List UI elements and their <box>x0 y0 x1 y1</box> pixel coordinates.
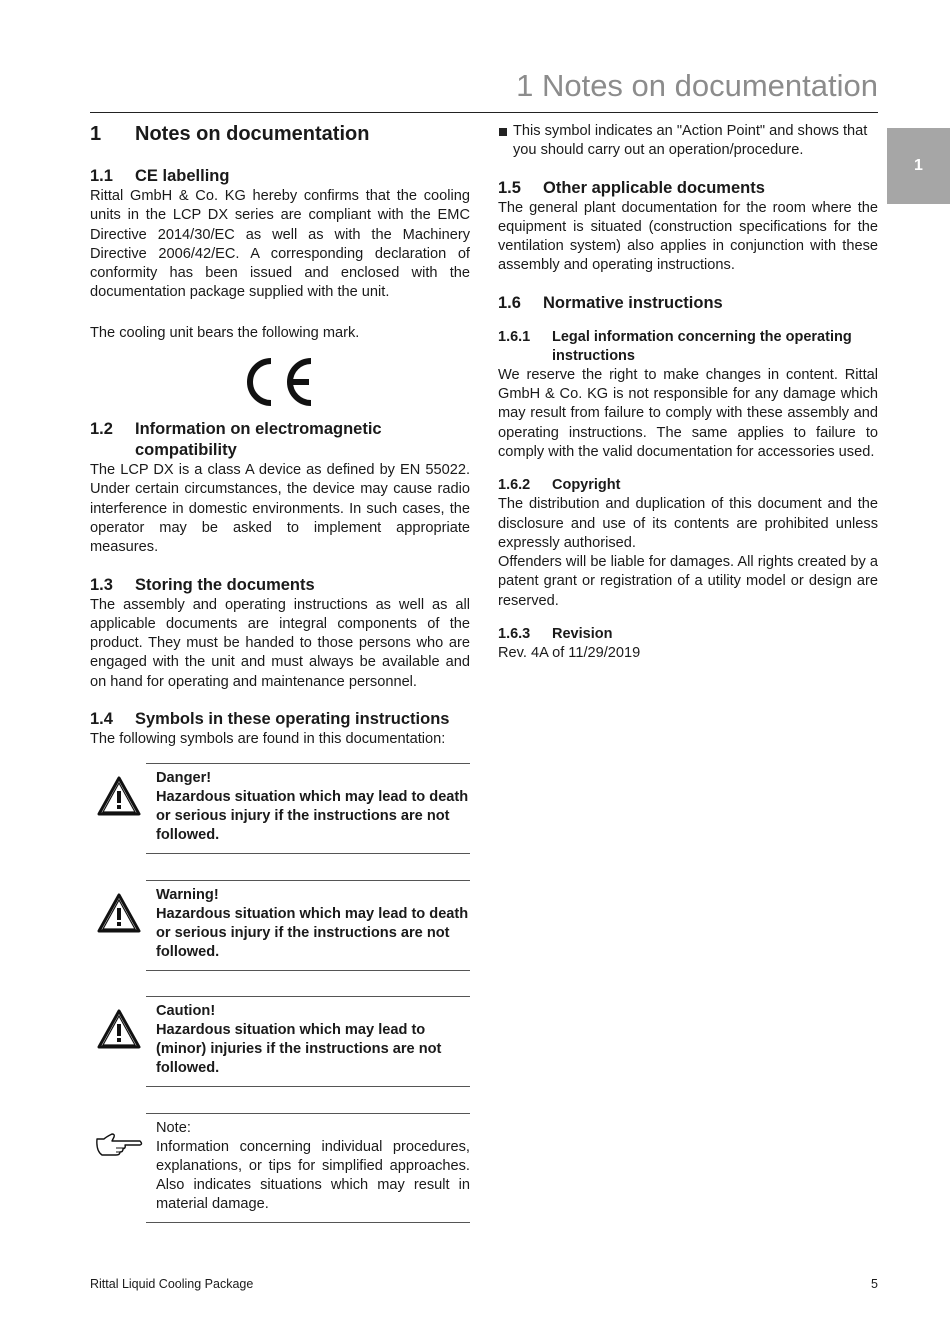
section-number: 1.6.1 <box>498 328 531 345</box>
section-number: 1.1 <box>90 167 113 185</box>
section-title: CE labelling <box>135 167 230 185</box>
copyright-paragraph-2: Offenders will be liable for damages. All rights created by a patent grant or registration of a utility model or design are reserved. <box>498 554 878 609</box>
warning-triangle-icon <box>96 1008 142 1050</box>
section-title: Normative instructions <box>543 293 723 312</box>
other-documents-paragraph: The general plant documentation for the room where the equipment is situated (construction specifications for the ventilation system) also applies in conjunction with these assembly and operating instructions. <box>498 199 878 274</box>
section-title: Revision <box>552 626 613 643</box>
section-1-6-2-heading <box>498 476 878 495</box>
section-title: Legal information concerning the operating instructions <box>552 328 852 364</box>
symbol-text-block <box>146 880 470 971</box>
symbols-intro: The following symbols are found in this documentation: <box>90 731 446 748</box>
symbol-text-block <box>146 996 470 1087</box>
symbol-description: Hazardous situation which may lead to death or serious injury if the instructions are not followed. <box>156 906 469 960</box>
section-title: Information on electromagnetic compatibility <box>135 420 382 460</box>
symbol-label: Danger! <box>156 770 212 786</box>
section-title: Storing the documents <box>135 575 315 594</box>
emc-paragraph: The LCP DX is a class A device as defined by EN 55022. Under certain circumstances, the device may cause radio interference in domestic environments. In such cases, the operator may be asked to implement appropriate measures. <box>90 462 470 556</box>
symbol-description: Hazardous situation which may lead to (minor) injuries if the instructions are not followed. <box>156 1022 442 1076</box>
section-number: 1.4 <box>90 710 113 729</box>
footer-page-number: 5 <box>871 1277 878 1291</box>
section-1-heading <box>90 122 470 146</box>
header-rule <box>90 112 878 113</box>
ce-mark-intro: The cooling unit bears the following mark. <box>90 324 360 341</box>
section-1-2-heading <box>90 419 470 461</box>
section-number: 1.2 <box>90 420 113 439</box>
right-column <box>498 118 878 663</box>
section-1-6-1-heading <box>498 328 878 366</box>
ce-mark-icon <box>243 357 315 407</box>
section-number: 1.3 <box>90 575 113 594</box>
section-1-5-heading <box>498 178 878 199</box>
chapter-tab[interactable]: 1 <box>887 128 950 204</box>
section-number: 1 <box>90 123 102 145</box>
copyright-paragraph: The distribution and duplication of this document and the disclosure and use of its contents are prohibited unless expressly authorised. <box>498 496 878 551</box>
action-point-bullet <box>498 122 878 161</box>
warning-triangle-icon <box>96 775 142 817</box>
symbol-description: Hazardous situation which may lead to death or serious injury if the instructions are not followed. <box>156 789 469 843</box>
symbol-label: Warning! <box>156 887 219 903</box>
legal-information-paragraph: We reserve the right to make changes in content. Rittal GmbH & Co. KG is not responsible for any damage which may result from failure to comply with these assembly and operating instructions. The same applies to failure to comply with the valid documentation for accessories used. <box>498 366 878 460</box>
section-title: Copyright <box>552 477 621 494</box>
pointing-hand-icon <box>94 1131 144 1159</box>
storing-paragraph: The assembly and operating instructions as well as all applicable documents are integral components of the product. They must be handed to those persons who are engaged with the unit and must always be available and on hand for operating and maintenance personnel. <box>90 596 470 690</box>
section-1-6-heading <box>498 293 878 314</box>
section-title: Notes on documentation <box>135 123 370 145</box>
section-title: Symbols in these operating instructions <box>135 710 450 729</box>
bullet-square-icon <box>499 128 507 136</box>
section-1-6-3-heading <box>498 625 878 644</box>
page-header-title: 1 Notes on documentation <box>516 68 878 103</box>
left-column <box>90 118 470 749</box>
action-point-text: This symbol indicates an "Action Point" and shows that you should carry out an operation/procedure. <box>513 123 868 159</box>
section-number: 1.6.3 <box>498 626 531 643</box>
symbol-label: Caution! <box>156 1003 216 1019</box>
section-number: 1.6 <box>498 293 521 312</box>
section-number: 1.5 <box>498 178 521 197</box>
footer-product-name: Rittal Liquid Cooling Package <box>90 1277 254 1291</box>
section-title: Other applicable documents <box>543 178 765 197</box>
symbol-description: Information concerning individual procedures, explanations, or tips for simplified approaches. Also indicates situations which may result in material damage. <box>156 1139 470 1212</box>
section-number: 1.6.2 <box>498 477 531 494</box>
warning-triangle-icon <box>96 892 142 934</box>
symbol-text-block <box>146 763 470 854</box>
symbol-text-block <box>146 1113 470 1223</box>
revision-text: Rev. 4A of 11/29/2019 <box>498 645 641 662</box>
ce-labelling-paragraph: Rittal GmbH & Co. KG hereby confirms that the cooling units in the LCP DX series are compliant with the EMC Directive 2014/30/EC as well as with the Machinery Directive 2006/42/EC. A corresponding declaration of conformity has been issued and enclosed with the documentation package supplied with the unit. <box>90 188 470 301</box>
section-1-3-heading <box>90 575 470 596</box>
symbol-label: Note: <box>156 1120 191 1136</box>
section-1-1-heading <box>90 166 470 187</box>
section-1-4-heading <box>90 709 470 730</box>
